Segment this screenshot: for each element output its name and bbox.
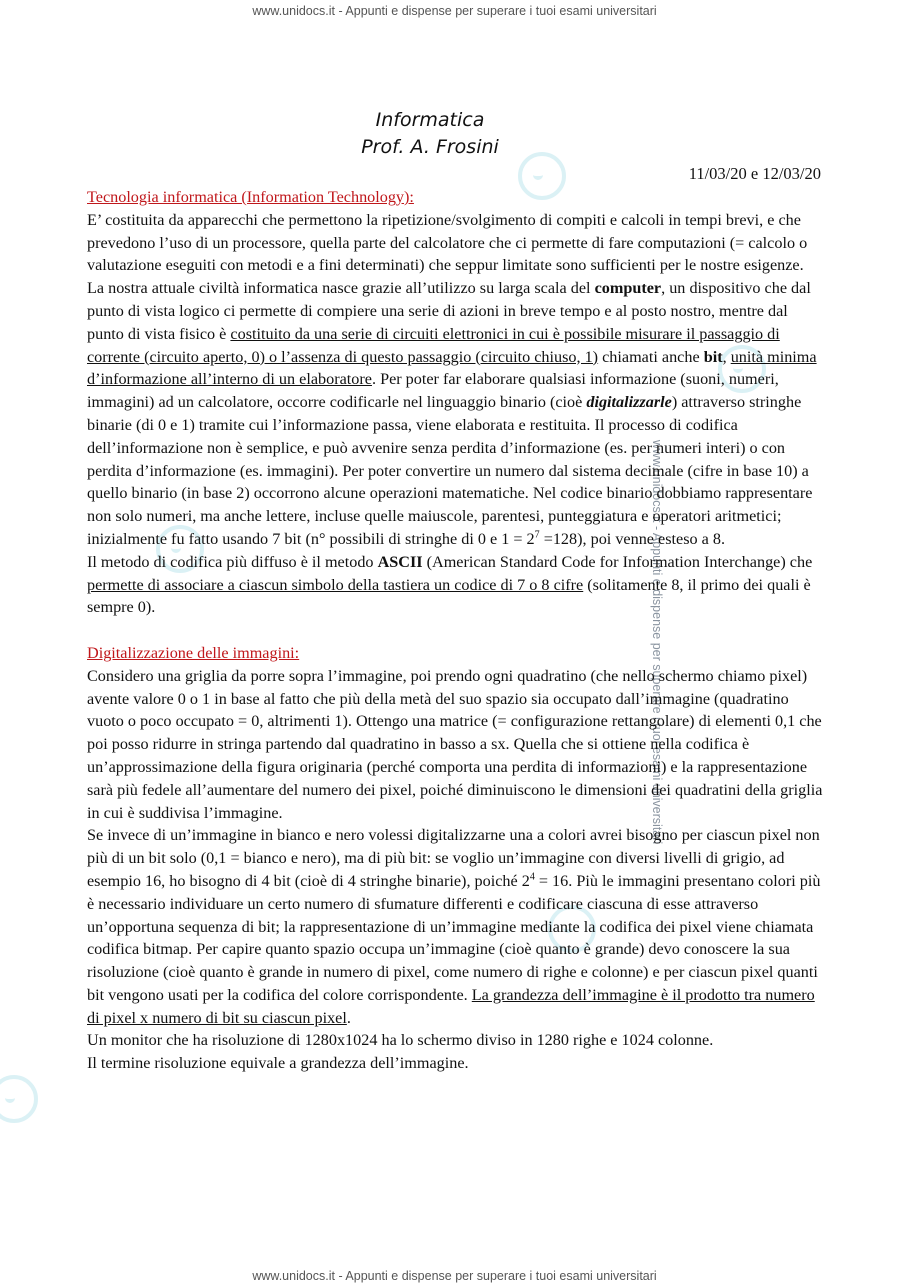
underlined-circuits: costituito da una serie di circuiti elettronici in cui è possibile misurare il passaggio di corrente (circuito aperto, 0) o l’assenza di questo passaggio (circuito chiuso, 1) <box>87 324 780 366</box>
term-computer: computer <box>594 279 662 298</box>
paragraph-resolution: Il termine risoluzione equivale a grandezza dell’immagine. <box>87 1054 469 1073</box>
paragraph-gap <box>87 619 824 642</box>
term-digitalizzarle: digitalizzarle <box>586 393 672 412</box>
unidocs-logo-icon <box>0 1075 38 1123</box>
paragraph-color: Se invece di un’immagine in bianco e nero volessi digitalizzarne una a colori avrei bisogno per ciascun pixel non più di un bit solo (0,1 = bianco e nero), ma di più bit: se voglio un’immagine con diversi livelli di grigio, ad esempio 16, ho bisogno di 4 bit (cioè di 4 stringhe binarie), poiché $2^4 = 16$. Più le immagini presentano colori più è necessario individuare un certo numero di sfumature differenti e codificare ciascuna di esse attraverso un’opportuna sequenza di bit; la rappresentazione di un’immagine mediante la codifica dei pixel viene chiamata codifica bitmap. Per capire quanto spazio occupa un’immagine (cioè quanto è grande) devo conoscere la sua risoluzione (cioè quanto è grande in numero di pixel, come numero di righe e colonne) e per ciascun pixel quanti bit vengono usati per la codifica del colore corrispondente. La grandezza dell’immagine è il prodotto tra numero di pixel x numero di bit su ciascun pixel. <box>87 826 821 1027</box>
term-ascii: ASCII <box>377 552 423 571</box>
section-heading-it: Tecnologia informatica (Information Technology): <box>87 188 414 206</box>
underlined-image-size: La grandezza dell’immagine è il prodotto tra numero di pixel x numero di bit su ciascun pixel <box>87 985 815 1027</box>
paragraph-monitor: Un monitor che ha risoluzione di 1280x1024 ha lo schermo diviso in 1280 righe e 1024 colonne. <box>87 1031 714 1050</box>
underlined-bit-definition: unità minima d’informazione all’interno di un elaboratore <box>87 347 817 389</box>
paragraph-ascii: Il metodo di codifica più diffuso è il metodo ASCII (American Standard Code for Information Interchange) che permette di associare a ciascun simbolo della tastiera un codice di 7 o 8 cifre (solitamente 8, il primo dei quali è sempre 0). <box>87 552 813 617</box>
document-title: Informatica <box>375 109 485 131</box>
document-body <box>87 186 824 1075</box>
watermark-banner-top: www.unidocs.it - Appunti e dispense per superare i tuoi esami universitari <box>252 4 657 18</box>
term-bit: bit <box>703 347 723 366</box>
document-author: Prof. A. Frosini <box>361 136 499 158</box>
paragraph-it-definition: E’ costituita da apparecchi che permettono la ripetizione/svolgimento di compiti e calcoli in tempi brevi, e che prevedono l’uso di un processore, quella parte del calcolatore che ci permette di fare computazioni (= calcolo o valutazione eseguiti con metodi e a fini determinati) che seppur limitate sono sufficienti per le nostre esigenze. La nostra attuale civiltà informatica nasce grazie all’utilizzo su larga scala del computer, un dispositivo che dal punto di vista logico ci permette di compiere una serie di azioni in breve tempo e al posto nostro, mentre dal punto di vista fisico è costituito da una serie di circuiti elettronici in cui è possibile misurare il passaggio di corrente (circuito aperto, 0) o l’assenza di questo passaggio (circuito chiuso, 1) chiamati anche bit, unità minima d’informazione all’interno di un elaboratore. Per poter far elaborare qualsiasi informazione (suoni, numeri, immagini) ad un calcolatore, occorre codificarle nel linguaggio binario (cioè digitalizzarle) attraverso stringhe binarie (di 0 e 1) tramite cui l’informazione passa, viene elaborata e restituita. Il processo di codifica dell’informazione non è semplice, e può avvenire senza perdita d’informazione (es. per numeri interi) o con perdita d’informazione (es. immagini). Per poter convertire un numero dal sistema decimale (cifre in base 10) a quello binario (in base 2) occorrono alcune operazioni matematiche. Nel codice binario dobbiamo rappresentare non solo numeri, ma anche lettere, incluse quelle maiuscole, parentesi, punteggiatura e operatori aritmetici; inizialmente fu fatto usando 7 bit (n° possibili di stringhe di 0 e $1 = 2^7 =128$), poi venne esteso a 8. <box>87 210 817 548</box>
paragraph-grid: Considero una griglia da porre sopra l’immagine, poi prendo ogni quadratino (che nello schermo chiamo pixel) avente valore 0 o 1 in base al fatto che più della metà del suo spazio sia occupato dall’immagine (quadratino vuoto o poco occupato = 0, altrimenti 1). Ottengo una matrice (= configurazione rettangolare) di elementi 0,1 che poi posso ridurre in stringa partendo dal quadratino in basso a sx. Quella che si ottiene nella codifica è un’approssimazione della figura originaria (perché comporta una perdita di informazioni) e la rappresentazione sarà più fedele all’aumentare del numero dei pixel, poiché diminuiscono le dimensioni dei quadratini della griglia in cui è suddivisa l’immagine. <box>87 666 823 822</box>
watermark-banner-bottom: www.unidocs.it - Appunti e dispense per superare i tuoi esami universitari <box>252 1269 657 1283</box>
watermark-side-right: www.unidocs.it - Appunti e dispense per superare i tuoi esami universitari <box>650 439 665 845</box>
document-date: 11/03/20 e 12/03/20 <box>688 164 821 183</box>
section-heading-images: Digitalizzazione delle immagini: <box>87 643 300 662</box>
underlined-ascii-definition: permette di associare a ciascun simbolo della tastiera un codice di 7 o 8 cifre <box>87 575 584 594</box>
